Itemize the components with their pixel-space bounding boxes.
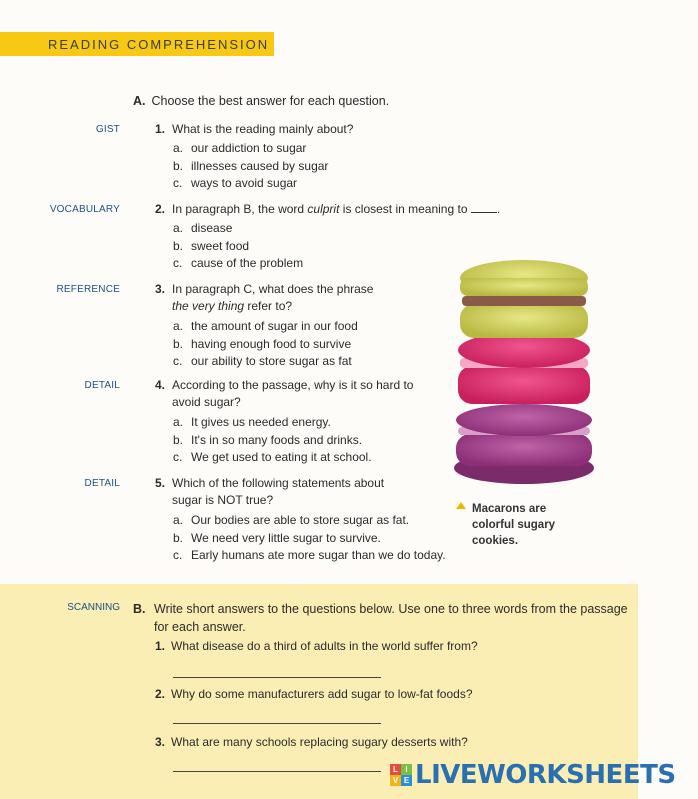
short-question-3: 3. What are many schools replacing sugary desserts with? [155,735,468,749]
macarons-photo [444,254,604,494]
question-tag-vocabulary: VOCABULARY [49,204,120,215]
liveworksheets-watermark [390,757,676,793]
option-c[interactable]: c. our ability to store sugar as fat [173,354,352,368]
question-3-options [173,318,358,371]
short-question-2: 2. Why do some manufacturers add sugar to low-fat foods? [155,687,473,701]
question-2 [155,201,525,218]
question-text: Which of the following statements about sugar is NOT true? [172,476,385,507]
question-tag-reference: REFERENCE [56,284,120,295]
question-2-options [173,220,303,273]
question-4-options [173,414,372,467]
question-number: 4. [155,378,166,392]
question-4 [155,377,417,411]
question-5-options [173,512,446,565]
question-1-options [173,140,328,193]
question-3 [155,281,415,315]
short-question-1: 1. What disease do a third of adults in the world suffer from? [155,639,478,653]
section-b-instruction [133,600,628,636]
question-tag-detail: DETAIL [84,380,120,391]
option-a[interactable]: a. disease [173,221,233,235]
answer-line-2[interactable] [173,723,381,724]
option-a[interactable]: a. It gives us needed energy. [173,415,331,429]
question-text: In paragraph B, the word culprit is closest in meaning to . [172,202,501,216]
question-number: 2. [155,202,166,216]
watermark-text: LIVEWORKSHEETS [415,760,676,790]
question-1 [155,121,415,138]
question-5 [155,475,410,509]
option-a[interactable]: a. Our bodies are able to store sugar as fat. [173,513,410,527]
section-a-text: Choose the best answer for each question. [151,94,390,108]
caption-triangle-icon [456,502,466,509]
question-text: According to the passage, why is it so hard to avoid sugar? [172,378,414,409]
option-c[interactable]: c. cause of the problem [173,256,304,270]
option-c[interactable]: c. We get used to eating it at school. [173,450,372,464]
option-b[interactable]: b. having enough food to survive [173,336,352,351]
option-a[interactable]: a. our addiction to sugar [173,141,307,155]
question-tag-detail: DETAIL [84,478,120,489]
answer-line-1[interactable] [173,677,381,678]
section-a-instruction [133,94,389,108]
photo-caption: Macarons are colorful sugary cookies. [456,501,576,549]
option-c[interactable]: c. ways to avoid sugar [173,176,298,190]
section-a-letter: A. [133,94,146,108]
option-a[interactable]: a. the amount of sugar in our food [173,319,358,333]
option-b[interactable]: b. We need very little sugar to survive. [173,530,381,545]
question-text: What is the reading mainly about? [172,122,354,136]
section-b-letter: B. [133,602,146,616]
section-banner: READING COMPREHENSION [0,32,274,56]
option-b[interactable]: b. sweet food [173,238,250,253]
answer-blank [471,203,497,213]
section-b-text: Write short answers to the questions below. Use one to three words from the passage for each answer. [154,602,628,634]
question-text: In paragraph C, what does the phrase the very thing refer to? [172,282,374,313]
question-tag-gist: GIST [95,124,120,135]
option-b[interactable]: b. illnesses caused by sugar [173,158,329,173]
question-number: 3. [155,282,166,296]
option-b[interactable]: b. It's in so many foods and drinks. [173,432,363,447]
question-number: 5. [155,476,166,490]
liveworksheets-logo-icon: L I V E [390,764,412,786]
answer-line-3[interactable] [173,771,381,772]
question-number: 1. [155,122,166,136]
question-tag-scanning: SCANNING [67,602,120,613]
option-c[interactable]: c. Early humans ate more sugar than we do today. [173,548,446,562]
